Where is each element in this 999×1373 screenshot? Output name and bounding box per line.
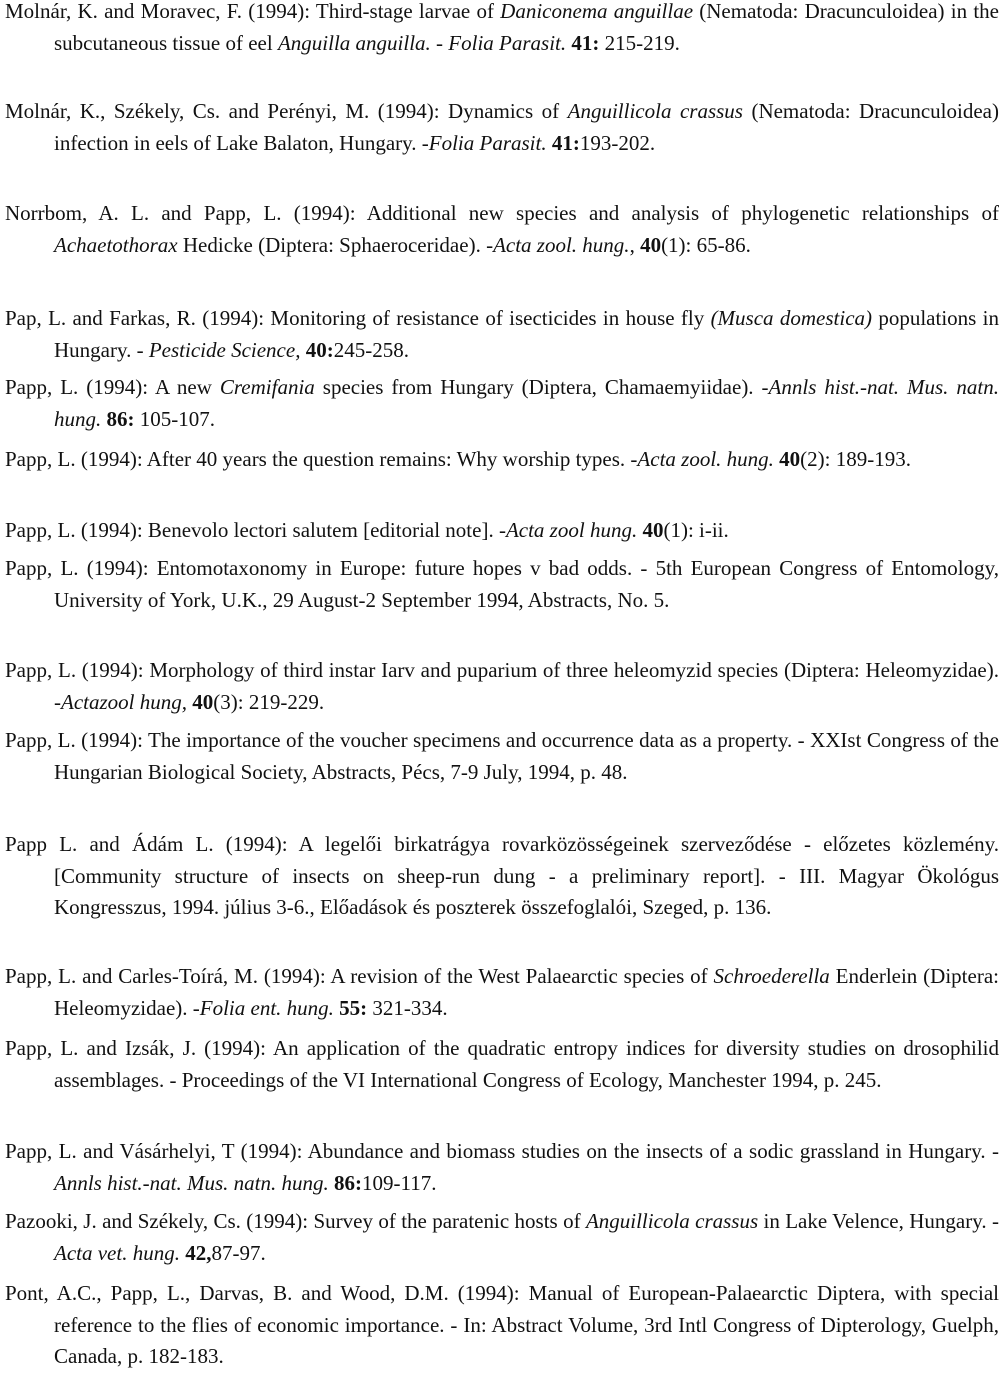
reference-italic-text: Folia Parasit.	[428, 130, 547, 155]
reference-text: 215-219.	[599, 30, 680, 55]
reference-volume-number: 55:	[339, 995, 368, 1020]
reference-text: 105-107.	[134, 406, 215, 431]
reference-text: ,	[629, 232, 641, 257]
reference-volume-number: 42,	[185, 1240, 212, 1265]
reference-text: 87-97.	[211, 1240, 266, 1265]
reference-text: Hedicke (Diptera: Sphaeroceridae). -	[177, 232, 494, 257]
reference-text: Papp, L. and Carles-Toírá, M. (1994): A revision of the West Palaearctic species of	[5, 964, 714, 988]
reference-text: (2): 189-193.	[800, 447, 911, 471]
reference-italic-text: Anguillicola crassus	[585, 1209, 759, 1233]
reference-entry	[5, 198, 999, 261]
reference-entry	[5, 96, 999, 159]
reference-text: 109-117.	[362, 1170, 437, 1195]
reference-italic-text: Acta zool. hung.	[493, 232, 630, 257]
reference-italic-text: Cremifania	[219, 375, 315, 399]
reference-entry	[5, 372, 999, 435]
reference-italic-text: Annls hist.-nat. Mus. natn. hung.	[54, 1170, 329, 1195]
reference-text: Papp, L. (1994): A new	[5, 375, 220, 399]
reference-text: -	[430, 30, 449, 55]
reference-volume-number: 41:	[551, 130, 580, 155]
reference-italic-text: Folia ent. hung.	[199, 995, 334, 1020]
reference-text: (Nematoda: Dracunculoidea) infection in eels of Lake Balaton, Hungary. -	[54, 99, 999, 155]
reference-entry	[5, 829, 999, 924]
reference-text: Papp, L. and Vásárhelyi, T (1994): Abundance and biomass studies on the insects of a sodic grassland in Hungary. -	[5, 1139, 999, 1163]
reference-entry	[5, 444, 999, 476]
reference-italic-text: Acta zool hung.	[505, 518, 638, 542]
reference-volume-number: 41:	[571, 30, 600, 55]
reference-text: Papp, L. (1994): The importance of the voucher specimens and occurrence data as a property. - XXIst Congress of the Hungarian Biological Society, Abstracts, Pécs, 7-9 July, 1994, p. 48.	[5, 728, 999, 784]
reference-text: Pap, L. and Farkas, R. (1994): Monitoring of resistance of isecticides in house fly	[5, 306, 711, 330]
reference-text: Papp, L. and Izsák, J. (1994): An application of the quadratic entropy indices for diversity studies on drosophilid assemblages. - Proceedings of the VI International Congress of Ecology, Manchester 1994, p. 245.	[5, 1036, 999, 1092]
reference-italic-text: Acta zool. hung.	[637, 447, 774, 471]
reference-text: Papp L. and Ádám L. (1994): A legelői birkatrágya rovarközösségeinek szerveződése - előzetes közlemény. [Community structure of insects on sheep-run dung - a preliminary report]. - III. Magyar Ökológus Kongresszus, 1994. július 3-6., Előadások és poszterek összefoglalói, Szeged, p. 136.	[5, 832, 999, 919]
reference-entry	[5, 1136, 999, 1199]
reference-text: (1): 65-86.	[661, 232, 751, 257]
reference-text: Papp, L. (1994): Entomotaxonomy in Europe: future hopes v bad odds. - 5th European Congress of Entomology, University of York, U.K., 29 August-2 September 1994, Abstracts, No. 5.	[5, 556, 999, 612]
reference-text: Papp, L. (1994): Morphology of third instar Iarv and puparium of three heleomyzid species (Diptera: Heleomyzidae). -	[5, 658, 999, 714]
reference-italic-text: Actazool hung,	[61, 689, 187, 714]
reference-text: (3): 219-229.	[213, 689, 325, 714]
reference-volume-number: 40	[642, 518, 664, 542]
reference-entry	[5, 0, 999, 59]
reference-volume-number: 86:	[106, 406, 135, 431]
reference-text: (1): i-ii.	[663, 518, 729, 542]
reference-text: Norrbom, A. L. and Papp, L. (1994): Additional new species and analysis of phylogenetic relationships of	[5, 201, 999, 225]
reference-volume-number: 40	[192, 689, 214, 714]
reference-text: Papp, L. (1994): After 40 years the question remains: Why worship types. -	[5, 447, 638, 471]
reference-italic-text: Folia Parasit.	[448, 30, 567, 55]
reference-text: 321-334.	[367, 995, 448, 1020]
reference-italic-text: Acta vet. hung.	[54, 1240, 180, 1265]
reference-italic-text: Achaetothorax	[54, 232, 178, 257]
reference-italic-text: Anguilla anguilla.	[277, 30, 431, 55]
reference-text: populations in Hungary. -	[54, 306, 999, 362]
reference-entry	[5, 1033, 999, 1096]
reference-text: Molnár, K., Székely, Cs. and Perényi, M. (1994): Dynamics of	[5, 99, 568, 123]
reference-entry	[5, 303, 999, 366]
reference-entry	[5, 725, 999, 788]
reference-volume-number: 40:	[305, 337, 334, 362]
reference-italic-text: Daniconema anguillae	[500, 0, 694, 23]
reference-volume-number: 40	[640, 232, 662, 257]
reference-volume-number: 86:	[334, 1170, 363, 1195]
reference-entry	[5, 1206, 999, 1269]
reference-italic-text: Annls hist.-nat. Mus. natn. hung.	[54, 375, 999, 431]
reference-text: Pazooki, J. and Székely, Cs. (1994): Survey of the paratenic hosts of	[5, 1209, 586, 1233]
reference-text: Enderlein (Diptera: Heleomyzidae). -	[54, 964, 999, 1020]
reference-entry	[5, 515, 999, 547]
reference-text: (Nematoda: Dracunculoidea) in the subcutaneous tissue of eel	[54, 0, 999, 55]
reference-entry	[5, 553, 999, 616]
reference-italic-text: Pesticide Science,	[148, 337, 301, 362]
reference-entry	[5, 961, 999, 1024]
reference-entry	[5, 655, 999, 718]
reference-text: 193-202.	[579, 130, 656, 155]
reference-text: Papp, L. (1994): Benevolo lectori salutem [editorial note]. -	[5, 518, 506, 542]
reference-text: in Lake Velence, Hungary. -	[758, 1209, 999, 1233]
reference-entry	[5, 1278, 999, 1373]
reference-text: Pont, A.C., Papp, L., Darvas, B. and Wood, D.M. (1994): Manual of European-Palaearctic Diptera, with special reference to the flies of economic importance. - In: Abstract Volume, 3rd Intl Congress of Dipterology, Guelph, Canada, p. 182-183.	[5, 1281, 999, 1368]
reference-italic-text: (Musca domestica)	[710, 306, 873, 330]
reference-text: 245-258.	[333, 337, 409, 362]
reference-volume-number: 40	[779, 447, 801, 471]
reference-italic-text: Schroederella	[713, 964, 830, 988]
reference-text: species from Hungary (Diptera, Chamaemyiidae). -	[314, 375, 769, 399]
reference-text: Molnár, K. and Moravec, F. (1994): Third-stage larvae of	[5, 0, 501, 23]
reference-italic-text: Anguillicola crassus	[567, 99, 743, 123]
